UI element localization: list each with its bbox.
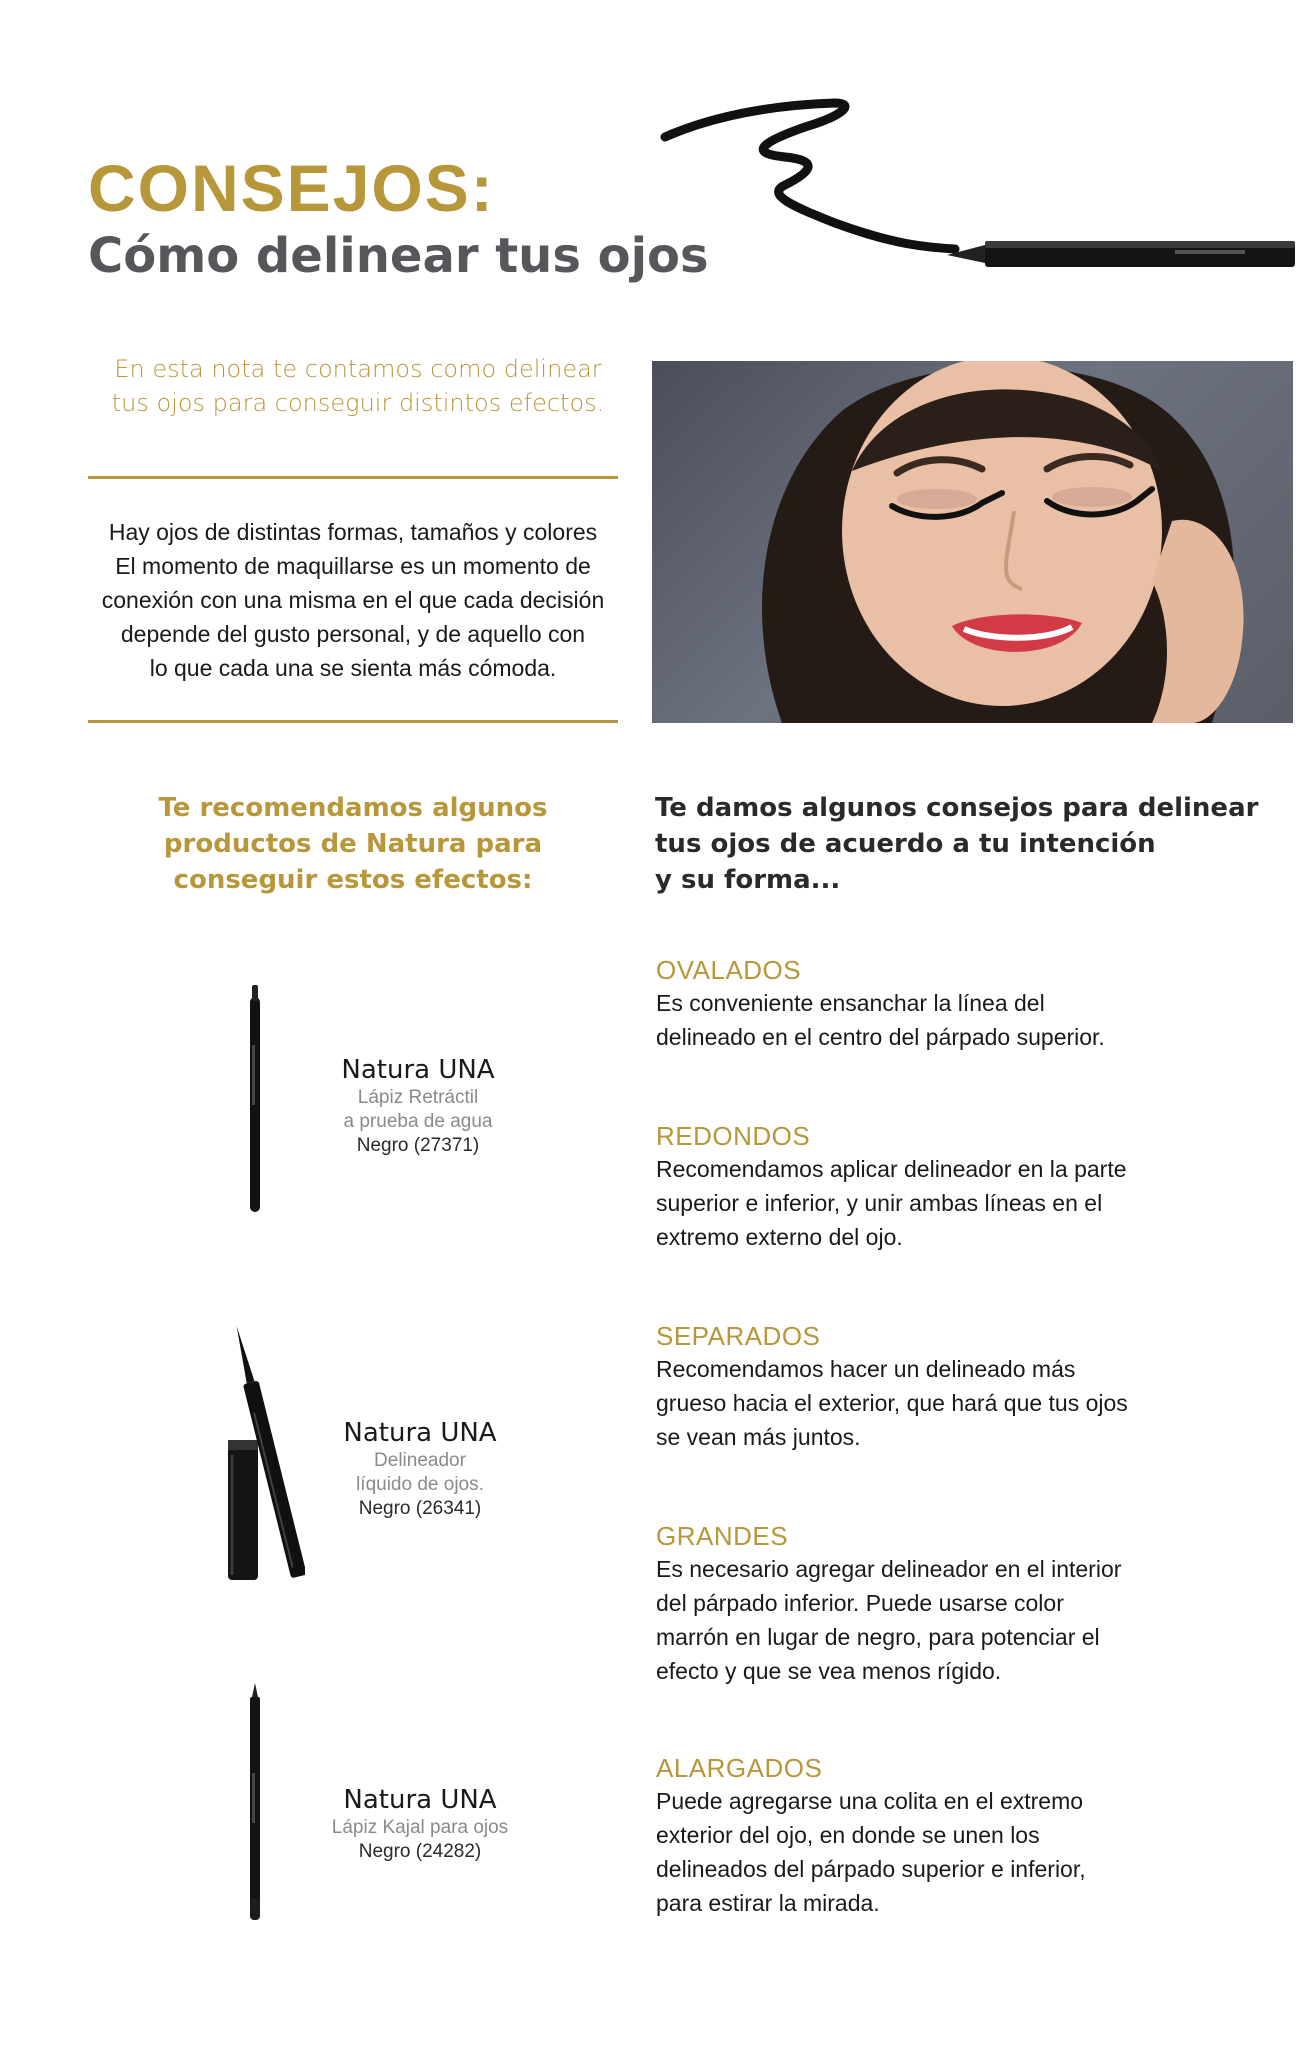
- intro-lead-line: En esta nota te contamos como delinear: [114, 355, 602, 383]
- tips-heading: [655, 790, 1275, 898]
- intro-body-line: Hay ojos de distintas formas, tamaños y colores: [108, 519, 598, 545]
- tip-line: grueso hacia el exterior, que hará que tus ojos: [656, 1390, 1128, 1416]
- product-desc: Lápiz Kajal para ojos: [331, 1817, 509, 1838]
- intro-body-line: lo que cada una se sienta más cómoda.: [149, 655, 557, 681]
- tips-heading-line: tus ojos de acuerdo a tu intención: [655, 829, 1156, 859]
- product-desc: a prueba de agua: [343, 1111, 493, 1132]
- product-name: Natura UNA: [341, 1055, 495, 1085]
- retractable-pencil-image: [240, 985, 270, 1220]
- tip-title-ovalados: OVALADOS: [656, 955, 802, 985]
- divider: [88, 476, 618, 479]
- tip-line: del párpado inferior. Puede usarse color: [656, 1590, 1064, 1616]
- page-title: CONSEJOS:: [88, 151, 495, 225]
- intro-lead: [88, 352, 628, 420]
- tip-line: Es conveniente ensanchar la línea del: [656, 990, 1045, 1016]
- portrait-illustration: [652, 361, 1293, 723]
- tip-line: Puede agregarse una colita en el extremo: [656, 1788, 1084, 1814]
- tip-line: Recomendamos hacer un delineado más: [656, 1356, 1076, 1382]
- tip-line: superior e inferior, y unir ambas líneas en el: [656, 1190, 1103, 1216]
- tip-line: efecto y que se vea menos rígido.: [656, 1658, 1002, 1684]
- product-desc: Lápiz Retráctil: [357, 1087, 479, 1108]
- tip-line: Es necesario agregar delineador en el interior: [656, 1556, 1122, 1582]
- page-subtitle: Cómo delinear tus ojos: [88, 228, 709, 284]
- tip-line: para estirar la mirada.: [656, 1890, 880, 1916]
- kajal-pencil-image: [240, 1683, 270, 1923]
- tip-title-grandes: GRANDES: [656, 1521, 789, 1551]
- recommend-heading: [88, 790, 618, 898]
- product-code: Negro (24282): [358, 1841, 482, 1862]
- tip-text-alargados: [656, 1784, 1216, 1920]
- intro-body: [88, 515, 618, 685]
- tip-line: Recomendamos aplicar delineador en la parte: [656, 1156, 1127, 1182]
- product-desc: líquido de ojos.: [356, 1474, 484, 1495]
- tip-title-separados: SEPARADOS: [656, 1321, 821, 1351]
- product-code: Negro (27371): [356, 1135, 480, 1156]
- tip-text-ovalados: [656, 986, 1216, 1054]
- product-name: Natura UNA: [343, 1785, 497, 1815]
- recommend-heading-line: productos de Natura para: [163, 829, 543, 859]
- tip-text-separados: [656, 1352, 1216, 1454]
- tip-line: marrón en lugar de negro, para potenciar el: [656, 1624, 1100, 1650]
- intro-body-line: conexión con una misma en el que cada decisión: [101, 587, 605, 613]
- tip-line: se vean más juntos.: [656, 1424, 861, 1450]
- recommend-heading-line: Te recomendamos algunos: [158, 793, 548, 823]
- tip-title-redondos: REDONDOS: [656, 1121, 811, 1151]
- eyeliner-stroke-illustration: [655, 95, 1295, 295]
- product-desc: Delineador: [374, 1450, 466, 1471]
- intro-lead-line: tus ojos para conseguir distintos efectos.: [111, 389, 605, 417]
- tip-text-grandes: [656, 1552, 1216, 1688]
- intro-body-line: El momento de maquillarse es un momento de: [115, 553, 591, 579]
- product-code: Negro (26341): [358, 1498, 482, 1519]
- divider: [88, 720, 618, 723]
- tip-line: extremo externo del ojo.: [656, 1224, 903, 1250]
- tip-line: delineado en el centro del párpado superior.: [656, 1024, 1105, 1050]
- portrait-photo: [652, 361, 1293, 723]
- tip-text-redondos: [656, 1152, 1216, 1254]
- tips-heading-line: Te damos algunos consejos para delinear: [655, 793, 1259, 823]
- tip-line: exterior del ojo, en donde se unen los: [656, 1822, 1040, 1848]
- intro-body-line: depende del gusto personal, y de aquello con: [120, 621, 586, 647]
- tips-heading-line: y su forma...: [655, 865, 841, 895]
- tip-line: delineados del párpado superior e inferior,: [656, 1856, 1086, 1882]
- recommend-heading-line: conseguir estos efectos:: [173, 865, 533, 895]
- product-name: Natura UNA: [343, 1418, 497, 1448]
- tip-title-alargados: ALARGADOS: [656, 1753, 823, 1783]
